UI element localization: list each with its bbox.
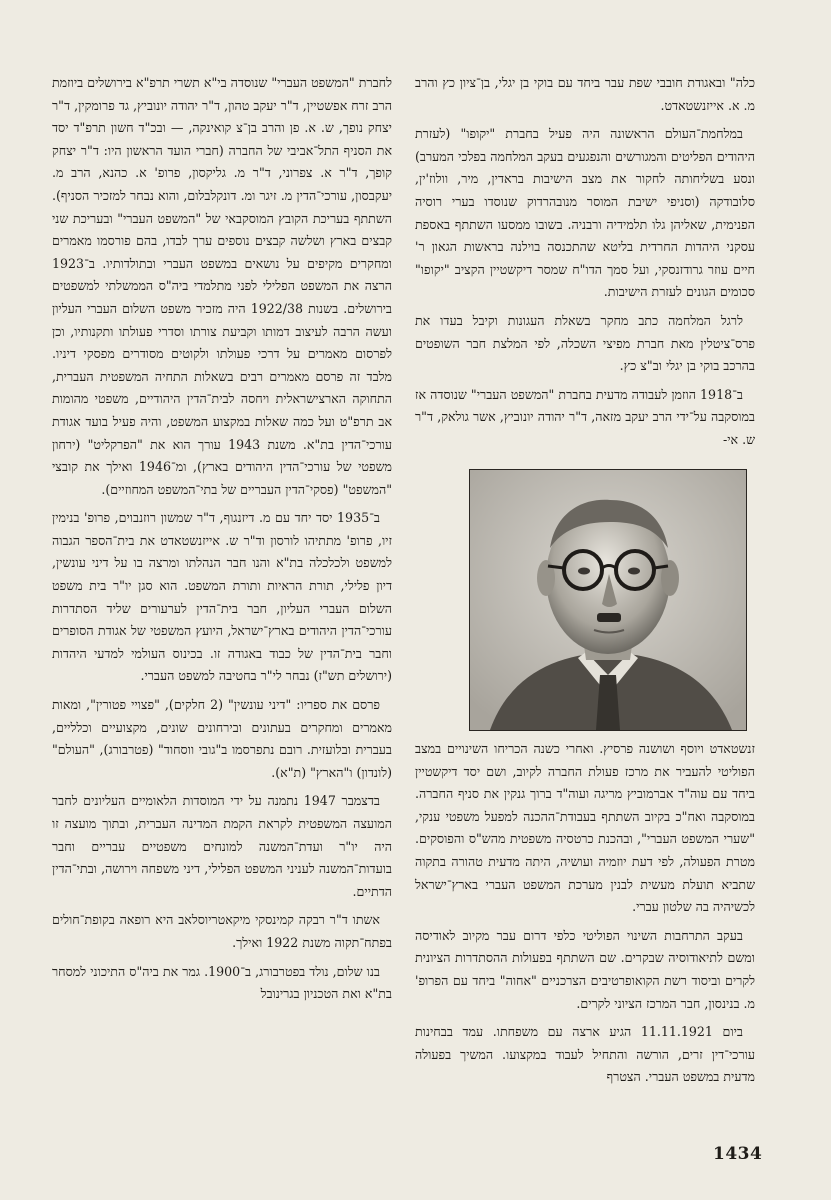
right-column-bottom [415, 738, 755, 1095]
paragraph: ב־1918 הוזמן לעבודה מדעית בחברת "המשפט העברי" שנוסדה אז במוסקבה על־ידי הרב יעקב מזאה, ד"ר יהודה יונוביץ, אשר גולאק, ד"ר ש. אי- [415, 386, 755, 447]
paragraph: ב־1935 יסד יחד עם מ. דיזנגוף, ד"ר שמשון רוזנבוים, פרופ' בנימין זיו, פרופ' מתתיהו לורסון וד"ר ש. אייזנשטאדט את בית־הספר הגבוה למשפט ולכלכלה בת"א והנו חבר הנהלתו ומרצה בו על דיני עונשין, דיון פלילי, תורת הראיות ותורת המשפט. הוא סגן יו"ר בית משפט השלום העברי העליון, חבר בית־הדין לערעורים שליד הסתדרות עורכי־הדין היהודים בארץ־ישראל, היועץ המשפטי של אגודת הסופרים וחבר בית־הדין של כבוד באגודה זו. בכינוס העולמי למדעי היהדות (ירושלים תש"ז) נבחר לי"ר בחטיבה למשפט העברי. [52, 510, 392, 684]
left-column [52, 72, 392, 1012]
paragraph: ביום 11.11.1921 הגיע ארצה עם משפחתו. עמד בבחינות עורכי־דין זרים, הורשה והתחיל לעבוד במקצועו. המשיך בפעולה מדעית במשפט העברי. הצטרף [415, 1024, 755, 1085]
paragraph: לחברת "המשפט העברי" שנוסדה בי"א תשרי תרפ"א בירושלים ביוזמת הרב זרח אפשטיין, ד"ר יעקב טהון, ד"ר יהודה יונוביץ, גד פרומקין, ד"ר יצחק נופך, ש. א. פן והרב בן־צ קואינקה, — ובכ"ד חשון תרפ"ד יסד את הסניף התל־אביבי של החברה (חברי הועד הראשון היו: ד"ר יצחק קופך, ד"ר א. צפרוני, ד"ר מ. גליקסון, פרופ' א. כהנא, הרב מ. יעקבסון, עורכי־הדין מ. זיגר ומ. דונקלבלום, והוא נבחר למזכיר הסניף). השתתף בעריכת הקובץ המוסקבאי של "המשפט העברי" ובעריכת שני קבצים בארץ ושלשה קבצים נוספים ערך לבדו, בהם פורסמו מאמרים ומחקרים מקיפים על נושאים במשפט העברי ובתולדותיו. ב־1923 הרצה את המשפט הפלילי לפני מתלמדי ביה"ס הממשלתי למשפטים בירושלים. בשנות 1922/38 היה מזכיר משפט השלום העברי העליון ועשה הרבה לעיצוב דמותו וקביעת צורתו וסדרי פעולתו ותקנותיו, וכן לפרסום מאמרים על דרכי פעולתו ולקוטים מסודרים מפסקי דיניו. מלבד זה פרסם מאמרים רבים בשאלות התחיה המשפטית העברית, התחוקה הארצישראלית ויחסה לבית־הדין היהודיים, משפטי מהומות אב תרפ"ט ועל כמה שאלות במקצוע המשפט, והיה פעיל בועד אגודת עורכי־הדין בת"א. משנת 1943 עורך הוא את "הפרקליט" (ירחון משפטי של עורכי־הדין היהודים בארץ), ומ־1946 ואילך את קובצי "המשפט" (פסקי־הדין העבריים של בתי־המשפט המחוזיים). [52, 75, 392, 497]
paragraph: זנשטאדט ויוסף ושושנה פרסיץ. ואחרי כשנה הכריחו השינויים במצב הפוליטי להעביר את מרכז פעולת החברה לקיוב, ושם יסד דיקשטיין ביחד עם עוה"ד אברמוביץ מריגה ועוה"ד ברוך גנקין את סניף החברה. במוסקבה ואח"כ בקיוב השתתף בעבודת־ההכנה למפעל משפטי ענקי, "שערי המשפט העברי", ובהכנת כרטסיה משפטית מהש"ס והפוסקים. מטרת הפעולה, לפי דעת יוזמיה ועושיה, היתה מדעית טהורה בתקוה שתביא תועלת מעשית לבנין מערכת המשפט העברי בארץ־ישראל לכשיהיה בה שלטון עברי. [415, 741, 755, 915]
paragraph: אשתו ד"ר רבקה קמינסקי מיקאטריוסלאב היא רופאה בקופת־חולים בפתח־תקוה משנת 1922 ואילך. [52, 912, 392, 950]
page-number: 1434 [713, 1144, 763, 1164]
portrait-photograph [469, 469, 747, 731]
paragraph: פרסם את ספריו: "דיני עונשין" (2 חלקים), "פצויי פטורין", ומאות מאמרים ומחקרים בעתונים ובירחונים שונים, מקצועיים וכלליים, בעברית ובלועזית. רובם נתפרסמו ב"גובי ווסחוד" (פטרבורג), "העולם" (לונדון) ו"הארץ" (ת"א). [52, 697, 392, 780]
right-column-top [415, 72, 755, 458]
paragraph: בנו שלום, נולד בפטרבורג, ב־1900. גמר את ביה"ס התיכוני למסחר בת"א ואת הטכניון בגרינובל [52, 963, 392, 1002]
paragraph: לרגל המלחמה כתב מחקר בשאלת העגונות וקיבל בעדו את פרס־ציטלין מאת חברת מפיצי השכלה, לפי המלצת חבר השופטים בהרכב בוקי בן יגלי וב"צ כץ. [415, 312, 755, 374]
paragraph: במלחמת־העולם הראשונה היה פעיל בחברת "יקופו" (לעזרת היהודים הפליטים והמגורשים והנפגעים בעקב המלחמה בפלכי המערב) ונסע בשליחותה לחקור את מצב הישיבות בראדין, מיר, וולוז'ין, סלובודקה (וסניפי ישיבת המוסר מנובהרדוק שנוסדו בערי רוסיה הפנימית, שאליהן גלו תלמידיה ורבניה. בשובו ממסעו השתתף באספת עסקני היהדות החרדית בליטא שהתכנסה בוילנה בראשות הגאון ר' חיים עוזר גרודזנסקי, ועל סמך הדו"ח שמסר דיקשטיין הקציב "יקופו" סכומים הגונים לעזרת הישיבות. [415, 126, 755, 300]
portrait-image [470, 470, 746, 730]
paragraph: בעקב התרחבות השינוי הפוליטי כלפי דרום עבר מקיוב לאודיסה ומשם לתיאודוסיה שבקרים. שם השתתף בפעולות ההסתדרות הציונית לקרים וביסוד רשת הקואופרטיבים הצרכניים "אחוה" ביחד עם הפרופ' מ. בנינסון, חבר המרכז הציוני לקרים. [415, 927, 755, 1011]
paragraph: בדצמבר 1947 נתמנה על ידי המוסדות הלאומיים העליונים לחבר המועצה המשפטית לקראת הקמת המדינה העברית, ובתוך מועצה זו היה יו"ר ועדת־המשנה למונחים משפטיים עבריים וחבר בועדות־המשנה לעניני המשפט הפלילי, דיני משפחה וירושה, ובתי־הדין הדתיים. [52, 793, 392, 899]
paragraph: כלה" ובאגודת חובבי שפת עבר ביחד עם בוקי בן יגלי, בן־ציון כץ והרב מ. א. אייזנשטאדט. [415, 75, 755, 113]
